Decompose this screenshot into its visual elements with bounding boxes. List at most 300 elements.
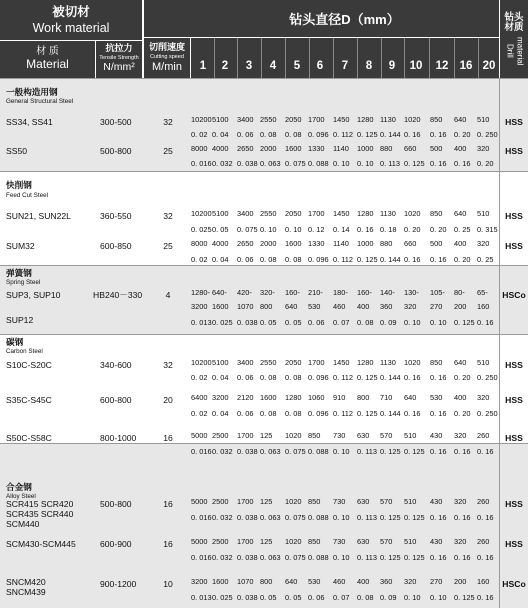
- rpm-value: 400: [454, 393, 467, 402]
- feed-value: 0. 144: [380, 373, 401, 382]
- rpm-value: 510: [404, 497, 417, 506]
- feed-value: 0. 038: [237, 513, 258, 522]
- rpm-value-upper: 360: [380, 302, 393, 311]
- feed-value: 0. 10: [404, 593, 421, 602]
- feed-value: 0. 125: [454, 318, 475, 327]
- header-speed-cn: 切削速度: [148, 42, 185, 53]
- rpm-value: 430: [430, 431, 443, 440]
- cutting-speed: 32: [163, 117, 173, 127]
- rpm-value-upper: 200: [454, 302, 467, 311]
- rpm-value: 2550: [260, 115, 277, 124]
- rpm-value: 460: [333, 577, 346, 586]
- rpm-value: 730: [333, 537, 346, 546]
- drill-material: HSS: [505, 241, 523, 251]
- feed-value: 0. 088: [308, 553, 329, 562]
- feed-value: 0. 12: [308, 225, 325, 234]
- diameter-3: 3: [245, 59, 253, 72]
- rpm-value: 5000: [191, 497, 208, 506]
- feed-value: 0. 16: [430, 513, 447, 522]
- feed-value: 0. 16: [477, 593, 494, 602]
- feed-value: 0. 032: [212, 553, 233, 562]
- drill-column-divider: [499, 78, 500, 608]
- feed-value: 0. 016: [191, 159, 212, 168]
- drill-material: HSS: [505, 360, 523, 370]
- feed-value: 0. 250: [477, 373, 498, 382]
- rpm-value: 850: [430, 115, 443, 124]
- tensile-strength: 500-800: [100, 499, 132, 509]
- feed-value: 0. 088: [308, 513, 329, 522]
- feed-value: 0. 04: [212, 409, 229, 418]
- rpm-value: 1700: [308, 209, 325, 218]
- feed-value: 0. 20: [404, 225, 421, 234]
- rpm-value: 510: [477, 209, 490, 218]
- rpm-value: 5100: [212, 358, 229, 367]
- rpm-value: 1020: [285, 497, 302, 506]
- header-material: [0, 42, 95, 76]
- rpm-value: 10200: [191, 115, 212, 124]
- feed-value: 0. 250: [477, 130, 498, 139]
- rpm-value: 3400: [237, 358, 254, 367]
- feed-value: 0. 05: [260, 318, 277, 327]
- feed-value: 0. 016: [191, 513, 212, 522]
- diameter-12: 12: [435, 59, 449, 72]
- rpm-value: 640: [285, 577, 298, 586]
- rpm-value: 1700: [237, 497, 254, 506]
- rpm-value: 210-: [308, 288, 323, 297]
- diameter-16: 16: [459, 59, 473, 72]
- rpm-value: 1140: [333, 239, 349, 248]
- header-material-en: Material: [26, 57, 69, 72]
- feed-value: 0. 10: [260, 225, 277, 234]
- rpm-value: 80-: [454, 288, 465, 297]
- rpm-value: 5100: [212, 115, 229, 124]
- feed-value: 0. 112: [333, 255, 353, 264]
- feed-value: 0. 06: [308, 318, 325, 327]
- feed-value: 0. 16: [404, 373, 421, 382]
- rpm-value: 4000: [212, 239, 229, 248]
- rpm-value: 320: [454, 537, 467, 546]
- rpm-value-upper: 160: [477, 302, 490, 311]
- feed-value: 0. 063: [260, 447, 281, 456]
- rpm-value: 2500: [212, 431, 229, 440]
- feed-value: 0. 16: [357, 225, 374, 234]
- rpm-value: 1020: [285, 431, 302, 440]
- rpm-value: 1600: [212, 577, 229, 586]
- feed-value: 0. 125: [380, 513, 401, 522]
- rpm-value: 880: [380, 239, 393, 248]
- rpm-value: 1140: [333, 144, 349, 153]
- cutting-speed: 32: [163, 211, 173, 221]
- rpm-value: 400: [454, 239, 467, 248]
- section-name-en: General Structural Steel: [6, 98, 74, 105]
- tensile-strength: 300-500: [100, 117, 132, 127]
- section-name-cn: 合金钢: [6, 482, 32, 492]
- feed-value: 0. 08: [285, 130, 302, 139]
- feed-value: 0. 09: [380, 593, 397, 602]
- tensile-strength: 600-800: [100, 395, 132, 405]
- rpm-value-upper: 3200: [191, 302, 208, 311]
- feed-value: 0. 063: [260, 513, 281, 522]
- rpm-value-upper: 1070: [237, 302, 254, 311]
- rpm-value: 260: [477, 431, 490, 440]
- rpm-value: 1450: [333, 115, 350, 124]
- feed-value: 0. 05: [285, 593, 302, 602]
- feed-value: 0. 20: [477, 159, 494, 168]
- feed-value: 0. 10: [285, 225, 302, 234]
- section-divider: [0, 171, 528, 172]
- rpm-value: 640: [454, 358, 467, 367]
- feed-value: 0. 113: [357, 447, 377, 456]
- feed-value: 0. 10: [333, 513, 350, 522]
- feed-value: 0. 04: [212, 255, 229, 264]
- header-tensile-en: Tensile Strength: [99, 55, 139, 62]
- rpm-value: 730: [333, 431, 346, 440]
- section-divider: [0, 265, 528, 266]
- rpm-value: 125: [260, 497, 273, 506]
- feed-value: 0. 16: [430, 373, 447, 382]
- feed-value: 0. 02: [191, 130, 208, 139]
- header-material-cn: 材 质: [36, 46, 59, 58]
- drill-material: HSS: [505, 539, 523, 549]
- feed-value: 0. 04: [212, 373, 229, 382]
- feed-value: 0. 05: [285, 318, 302, 327]
- material-name: SUP3, SUP10: [6, 290, 61, 300]
- feed-value: 0. 08: [260, 409, 277, 418]
- rpm-value: 500: [430, 144, 443, 153]
- rpm-value: 850: [308, 537, 321, 546]
- rpm-value: 570: [380, 431, 393, 440]
- header-tensile: [96, 42, 142, 76]
- material-name: SCM440: [6, 519, 40, 529]
- rpm-value: 630: [357, 497, 370, 506]
- feed-value: 0. 10: [430, 593, 447, 602]
- section-name-cn: 碳钢: [6, 337, 24, 347]
- rpm-value: 800: [357, 393, 370, 402]
- feed-value: 0. 013: [191, 593, 212, 602]
- rpm-value: 570: [380, 497, 393, 506]
- material-name: SS50: [6, 146, 28, 156]
- drill-material: HSS: [505, 395, 523, 405]
- feed-value: 0. 013: [191, 318, 212, 327]
- feed-value: 0. 144: [380, 409, 401, 418]
- feed-value: 0. 04: [212, 130, 229, 139]
- feed-value: 0. 125: [454, 593, 475, 602]
- feed-value: 0. 16: [477, 513, 494, 522]
- rpm-value: 260: [477, 497, 490, 506]
- tensile-strength: 360-550: [100, 211, 132, 221]
- feed-value: 0. 315: [477, 225, 498, 234]
- rpm-value: 6400: [191, 393, 208, 402]
- feed-value: 0. 125: [380, 553, 401, 562]
- feed-value: 0. 025: [191, 225, 212, 234]
- feed-value: 0. 09: [380, 318, 397, 327]
- rpm-value: 2550: [260, 358, 277, 367]
- rpm-value: 3400: [237, 209, 254, 218]
- rpm-value: 2000: [260, 239, 277, 248]
- rpm-value: 430: [430, 497, 443, 506]
- section-name-en: Spring Steel: [6, 279, 41, 286]
- section-band: [0, 171, 528, 265]
- rpm-value: 1330: [308, 144, 325, 153]
- rpm-value: 510: [477, 358, 490, 367]
- rpm-value-upper: 800: [260, 302, 273, 311]
- feed-value: 0. 032: [212, 447, 233, 456]
- rpm-value: 3200: [212, 393, 229, 402]
- feed-value: 0. 063: [260, 553, 281, 562]
- material-name: S10C-S20C: [6, 360, 52, 370]
- tensile-strength: 500-800: [100, 146, 132, 156]
- feed-value: 0. 10: [404, 318, 421, 327]
- rpm-value: 1000: [357, 239, 374, 248]
- rpm-value: 640: [454, 209, 467, 218]
- feed-value: 0. 05: [260, 593, 277, 602]
- rpm-value: 420-: [237, 288, 252, 297]
- feed-value: 0. 16: [430, 447, 447, 456]
- feed-value: 0. 112: [333, 373, 353, 382]
- tensile-strength: 900-1200: [100, 579, 137, 589]
- feed-value: 0. 16: [430, 255, 447, 264]
- feed-value: 0. 16: [404, 255, 421, 264]
- feed-value: 0. 20: [430, 225, 447, 234]
- diameter-4: 4: [269, 59, 277, 72]
- rpm-value: 320: [454, 497, 467, 506]
- feed-value: 0. 144: [380, 130, 401, 139]
- header-drill-material: [500, 2, 528, 76]
- tensile-strength: HB240－330: [93, 290, 143, 300]
- rpm-value: 1700: [308, 358, 325, 367]
- feed-value: 0. 16: [430, 553, 447, 562]
- rpm-value: 510: [404, 431, 417, 440]
- feed-value: 0. 113: [357, 513, 377, 522]
- feed-value: 0. 096: [308, 255, 329, 264]
- rpm-value: 8000: [191, 144, 208, 153]
- feed-value: 0. 16: [404, 130, 421, 139]
- header-diameter: [190, 3, 499, 37]
- rpm-value: 1020: [404, 358, 421, 367]
- rpm-value: 1060: [308, 393, 325, 402]
- rpm-value-upper: 460: [333, 302, 346, 311]
- cutting-speed: 4: [165, 290, 171, 300]
- drill-material: HSS: [505, 146, 523, 156]
- feed-value: 0. 06: [237, 373, 254, 382]
- rpm-value-upper: 320: [404, 302, 417, 311]
- diameter-20: 20: [482, 59, 496, 72]
- rpm-value: 1330: [308, 239, 325, 248]
- feed-value: 0. 125: [357, 373, 378, 382]
- feed-value: 0. 025: [212, 593, 233, 602]
- cutting-speed: 16: [163, 499, 173, 509]
- feed-value: 0. 20: [454, 130, 471, 139]
- feed-value: 0. 075: [237, 225, 258, 234]
- section-band: [0, 334, 528, 443]
- rpm-value-upper: 640: [285, 302, 298, 311]
- rpm-value: 320: [477, 393, 490, 402]
- rpm-value: 1280: [357, 209, 374, 218]
- rpm-value: 730: [333, 497, 346, 506]
- feed-value: 0. 075: [285, 513, 306, 522]
- feed-value: 0. 16: [454, 553, 471, 562]
- rpm-value: 5100: [212, 209, 229, 218]
- rpm-value: 10200: [191, 358, 212, 367]
- diameter-10: 10: [409, 59, 423, 72]
- cutting-speed: 10: [163, 579, 173, 589]
- rpm-value: 400: [357, 577, 370, 586]
- feed-value: 0. 05: [212, 225, 229, 234]
- rpm-value: 2500: [212, 497, 229, 506]
- feed-value: 0. 16: [430, 130, 447, 139]
- rpm-value: 1600: [260, 393, 277, 402]
- feed-value: 0. 125: [357, 130, 378, 139]
- feed-value: 0. 038: [237, 447, 258, 456]
- rpm-value: 2050: [285, 115, 302, 124]
- rpm-value: 1700: [237, 537, 254, 546]
- tensile-strength: 600-900: [100, 539, 132, 549]
- feed-value: 0. 08: [357, 318, 374, 327]
- rpm-value: 1600: [285, 239, 302, 248]
- feed-value: 0. 125: [404, 159, 425, 168]
- header-tensile-cn: 抗拉力: [105, 43, 133, 54]
- rpm-value: 105-: [430, 288, 445, 297]
- rpm-value-upper: 400: [357, 302, 370, 311]
- drill-material: HSS: [505, 211, 523, 221]
- rpm-value: 1700: [308, 115, 325, 124]
- header-workmat-en: Work material: [32, 21, 110, 35]
- feed-value: 0. 14: [333, 225, 350, 234]
- rpm-value: 1700: [237, 431, 254, 440]
- rpm-value: 640-: [212, 288, 227, 297]
- rpm-value: 850: [308, 497, 321, 506]
- section-name-cn: 弹簧钢: [6, 268, 32, 278]
- rpm-value: 660: [404, 239, 417, 248]
- material-name: SS34, SS41: [6, 117, 53, 127]
- cutting-speed: 25: [163, 146, 173, 156]
- feed-value: 0. 075: [285, 447, 306, 456]
- feed-value: 0. 08: [260, 130, 277, 139]
- rpm-value: 710: [380, 393, 393, 402]
- rpm-value: 1070: [237, 577, 254, 586]
- rpm-value: 65-: [477, 288, 488, 297]
- rpm-value: 640: [404, 393, 417, 402]
- feed-value: 0. 113: [357, 553, 377, 562]
- cutting-speed: 16: [163, 433, 173, 443]
- diameter-6: 6: [316, 59, 324, 72]
- feed-value: 0. 096: [308, 130, 329, 139]
- feed-value: 0. 016: [191, 553, 212, 562]
- feed-value: 0. 20: [454, 409, 471, 418]
- diameter-5: 5: [293, 59, 301, 72]
- rpm-value: 1600: [285, 144, 302, 153]
- material-name: SNCM420: [6, 577, 46, 587]
- section-name-en: Carbon Steel: [6, 348, 43, 355]
- rpm-value: 2120: [237, 393, 254, 402]
- feed-value: 0. 16: [477, 318, 494, 327]
- rpm-value: 2650: [237, 144, 254, 153]
- section-divider: [0, 334, 528, 335]
- feed-value: 0. 25: [477, 255, 494, 264]
- diameter-9: 9: [388, 59, 396, 72]
- rpm-value: 8000: [191, 239, 208, 248]
- rpm-value: 2550: [260, 209, 277, 218]
- rpm-value: 1280: [357, 115, 374, 124]
- rpm-value: 125: [260, 537, 273, 546]
- feed-value: 0. 08: [285, 373, 302, 382]
- drill-material: HSS: [505, 433, 523, 443]
- rpm-value: 500: [430, 239, 443, 248]
- material-name: S50C-S58C: [6, 433, 52, 443]
- feed-value: 0. 08: [260, 255, 277, 264]
- section-name-cn: 一般构造用钢: [6, 87, 58, 97]
- rpm-value: 910: [333, 393, 346, 402]
- rpm-value: 1020: [404, 209, 421, 218]
- section-name-en: Alloy Steel: [6, 493, 36, 500]
- diameter-8: 8: [365, 59, 373, 72]
- rpm-value-upper: 270: [430, 302, 443, 311]
- feed-value: 0. 25: [454, 225, 471, 234]
- feed-value: 0. 250: [477, 409, 498, 418]
- rpm-value: 130-: [404, 288, 419, 297]
- cutting-speed: 32: [163, 360, 173, 370]
- feed-value: 0. 16: [454, 447, 471, 456]
- feed-value: 0. 096: [308, 373, 329, 382]
- header-speed: [144, 41, 190, 76]
- rpm-value: 530: [430, 393, 443, 402]
- feed-value: 0. 125: [357, 255, 378, 264]
- material-name: SCR435 SCR440: [6, 509, 74, 519]
- feed-value: 0. 20: [454, 373, 471, 382]
- rpm-value: 320: [477, 239, 490, 248]
- feed-value: 0. 16: [404, 409, 421, 418]
- section-name-cn: 快削钢: [6, 180, 32, 190]
- section-divider: [0, 78, 528, 79]
- rpm-value: 510: [404, 537, 417, 546]
- rpm-value: 2650: [237, 239, 254, 248]
- feed-value: 0. 075: [285, 159, 306, 168]
- rpm-value: 1000: [357, 144, 374, 153]
- rpm-value: 360: [380, 577, 393, 586]
- header-drill-en2: material: [515, 36, 525, 66]
- rpm-value: 10200: [191, 209, 212, 218]
- material-name: SUN21, SUN22L: [6, 211, 71, 221]
- rpm-value: 1280-: [191, 288, 210, 297]
- feed-value: 0. 16: [430, 159, 447, 168]
- rpm-value: 630: [357, 537, 370, 546]
- feed-value: 0. 06: [237, 130, 254, 139]
- header-drill-cn2: 材质: [504, 22, 524, 34]
- section-divider: [0, 443, 528, 444]
- feed-value: 0. 125: [380, 447, 401, 456]
- feed-value: 0. 10: [357, 159, 374, 168]
- feed-value: 0. 08: [285, 409, 302, 418]
- material-name: S35C-S45C: [6, 395, 52, 405]
- rpm-value: 320: [404, 577, 417, 586]
- feed-value: 0. 06: [237, 409, 254, 418]
- rpm-value: 1280: [285, 393, 302, 402]
- rpm-value: 1130: [380, 115, 396, 124]
- feed-value: 0. 112: [333, 409, 353, 418]
- rpm-value: 2500: [212, 537, 229, 546]
- header-workmat-cn: 被切材: [52, 5, 90, 20]
- rpm-value: 400: [454, 144, 467, 153]
- feed-value: 0. 07: [333, 318, 350, 327]
- rpm-value: 850: [430, 209, 443, 218]
- feed-value: 0. 16: [477, 553, 494, 562]
- rpm-value: 320: [477, 144, 490, 153]
- header-diameter-title: 钻头直径D（mm）: [289, 11, 400, 27]
- material-name: SCR415 SCR420: [6, 499, 74, 509]
- feed-value: 0. 032: [212, 159, 233, 168]
- drill-material: HSCo: [502, 290, 526, 300]
- rpm-value: 850: [308, 431, 321, 440]
